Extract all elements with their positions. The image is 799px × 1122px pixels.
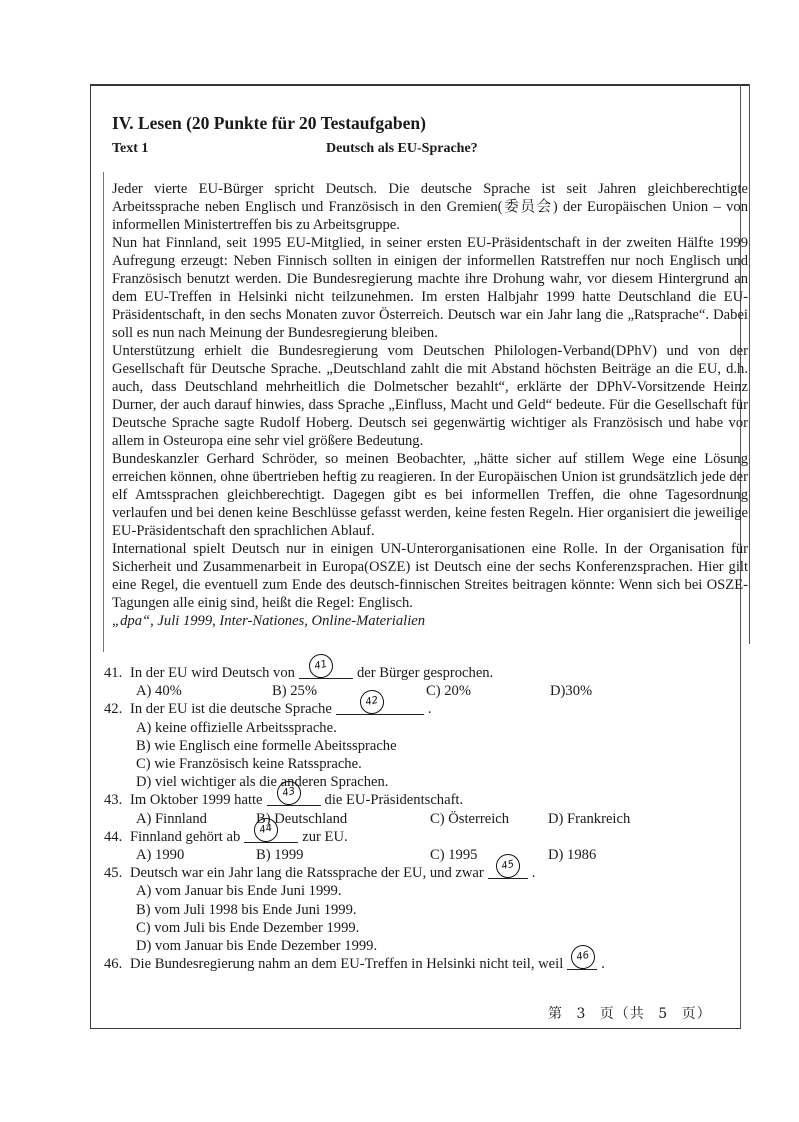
question-text-before: Die Bundesregierung nahm an dem EU-Treffen in Helsinki nicht teil, weil xyxy=(130,956,564,973)
question-text-after: . xyxy=(427,701,432,718)
question-text-before: Im Oktober 1999 hatte xyxy=(130,792,263,809)
option-d[interactable]: D) vom Januar bis Ende Dezember 1999. xyxy=(136,938,378,955)
option-b[interactable]: B) vom Juli 1998 bis Ende Juni 1999. xyxy=(136,901,357,918)
option-d[interactable]: D) 1986 xyxy=(548,847,597,864)
question-45 xyxy=(104,859,724,955)
question-text-after: zur EU. xyxy=(302,828,348,845)
option-c[interactable]: C) 20% xyxy=(426,683,471,700)
passage-paragraph: Jeder vierte EU-Bürger spricht Deutsch. Die deutsche Sprache ist seit Jahren gleichberechtigte Arbeitssprache neben Englisch und Französisch in den Gremien(委员会) der Europäischen Union – von informellen Ministertreffen bis zu Arbeitsgruppe. xyxy=(112,181,748,233)
question-number: 45. xyxy=(104,865,123,882)
circled-mark-icon: 44 xyxy=(252,816,280,844)
question-46 xyxy=(104,950,724,973)
page-number: 第 3 页（共 5 页） xyxy=(548,1006,712,1022)
passage-paragraph: Nun hat Finnland, seit 1995 EU-Mitglied, in seiner ersten EU-Präsidentschaft in der zweiten Hälfte 1999 Aufregung erzeugt: Neben Finnisch sollten in einigen der informellen Ratstreffen nur noch Englisch und Französisch benutzt werden. Die Bundesregierung machte ihre Drohung wahr, vor diesem Hintergrund an dem EU-Treffen in Helsinki nicht teilzunehmen. Im ersten Halbjahr 1999 hatte Deutschland die EU-Präsidentschaft, in den sechs Monaten zuvor Österreich. Deutsch war ein Jahr lang die „Ratsprache“. Dabei soll es nun nach Meinung der Bundesregierung bleiben. xyxy=(112,235,748,341)
circled-mark-icon: 42 xyxy=(358,688,386,716)
section-title: IV. Lesen (20 Punkte für 20 Testaufgaben) xyxy=(112,113,426,133)
option-c[interactable]: C) wie Französisch keine Ratssprache. xyxy=(136,756,362,773)
option-d[interactable]: D)30% xyxy=(550,683,593,700)
question-text-after: der Bürger gesprochen. xyxy=(356,665,494,681)
question-number: 41. xyxy=(104,665,123,681)
question-text-before: In der EU wird Deutsch von xyxy=(130,665,295,681)
circled-mark-icon: 43 xyxy=(274,779,302,807)
option-a[interactable]: A) Finnland xyxy=(136,810,207,827)
reading-section xyxy=(112,112,748,630)
question-text-before: Finnland gehört ab xyxy=(130,828,241,845)
option-c[interactable]: C) vom Juli bis Ende Dezember 1999. xyxy=(136,919,360,936)
question-text-after: die EU-Präsidentschaft. xyxy=(324,792,464,809)
question-text-after: . xyxy=(531,865,536,882)
passage-paragraph: Unterstützung erhielt die Bundesregierung vom Deutschen Philologen-Verband(DPhV) und von der Gesellschaft für Deutsche Sprache. „Deutschland zahlt die mit Abstand höchsten Beiträge an die EU, d.h. auch, dass Deutschland mehrheitlich die Dolmetscher bezahlt“, erklärte der DPhV-Vorsitzende Heinz Durner, der auch darauf hinwies, dass Sprache „Einfluss, Macht und Geld“ bedeute. Für die Gesellschaft für Deutsche Sprache sagte Rudolf Hoberg. Deutsch sei gegenwärtig wichtiger als Französisch und habe vor allem in Osteuropa eine sehr viel größere Bedeutung. xyxy=(112,343,748,449)
text-title: Deutsch als EU-Sprache? xyxy=(326,141,478,156)
circled-mark-icon: 45 xyxy=(494,852,522,880)
answer-blank[interactable] xyxy=(567,950,597,970)
option-a[interactable]: A) vom Januar bis Ende Juni 1999. xyxy=(136,883,342,900)
option-d[interactable]: D) viel wichtiger als die anderen Sprachen. xyxy=(136,774,389,791)
question-42 xyxy=(104,695,724,791)
option-c[interactable]: C) 1995 xyxy=(430,847,478,864)
option-a[interactable]: A) 40% xyxy=(136,683,182,700)
option-a[interactable]: A) 1990 xyxy=(136,847,185,864)
answer-blank[interactable] xyxy=(488,859,528,879)
answer-blank[interactable] xyxy=(299,658,353,679)
question-43 xyxy=(104,786,724,827)
passage-paragraph: International spielt Deutsch nur in einigen UN-Unterorganisationen eine Rolle. In der Organisation für Sicherheit und Zusammenarbeit in Europa(OSZE) ist Deutsch eine der sechs Konferenzsprachen. Hier gilt eine Regel, die eventuell zum Ende des deutsch-finnischen Streites beitragen könnte: Wenn sich bei OSZE-Tagungen alle einig sind, heißt die Regel: Englisch. xyxy=(112,541,748,611)
answer-blank[interactable] xyxy=(244,822,298,843)
question-number: 46. xyxy=(104,956,123,973)
answer-blank[interactable] xyxy=(336,695,424,715)
option-b[interactable]: B) 1999 xyxy=(256,847,304,864)
question-text-after: . xyxy=(601,956,605,973)
answer-blank[interactable] xyxy=(267,786,321,806)
option-d[interactable]: D) Frankreich xyxy=(548,810,631,827)
passage-paragraph: Bundeskanzler Gerhard Schröder, so meinen Beobachter, „hätte sicher auf stillem Wege eine Lösung erreichen können, ohne übertrieben heftig zu reagieren. In der Europäischen Union ist grundsätzlich jede der elf Amtssprachen gleichberechtigt. Dagegen gibt es bei informellen Treffen, die ohne Tagesordnung verlaufen und bei denen keine Beschlüsse gefasst werden, keine festen Regeln. Hier organisiert die jeweilige EU-Präsidentschaft den sprachlichen Ablauf. xyxy=(112,451,748,539)
text-label: Text 1 xyxy=(112,141,149,156)
question-list xyxy=(104,658,724,973)
text-header xyxy=(112,138,748,160)
option-c[interactable]: C) Österreich xyxy=(430,810,510,827)
circled-mark-icon: 46 xyxy=(569,943,597,971)
option-b[interactable]: B) wie Englisch eine formelle Abeitssprache xyxy=(136,737,397,754)
option-b[interactable]: B) Deutschland xyxy=(256,810,348,827)
question-number: 42. xyxy=(104,701,123,718)
option-a[interactable]: A) keine offizielle Arbeitssprache. xyxy=(136,719,337,736)
question-41 xyxy=(104,658,724,700)
inner-left-border xyxy=(103,172,104,652)
question-number: 44. xyxy=(104,828,123,845)
question-number: 43. xyxy=(104,792,123,809)
option-b[interactable]: B) 25% xyxy=(272,683,317,700)
right-border-upper xyxy=(749,84,750,644)
question-text-before: In der EU ist die deutsche Sprache xyxy=(130,701,332,718)
passage-source: „dpa“, Juli 1999, Inter-Nationes, Online-Materialien xyxy=(112,613,426,629)
question-44 xyxy=(104,822,724,864)
circled-mark-icon: 41 xyxy=(307,652,335,680)
question-text-before: Deutsch war ein Jahr lang die Ratssprache der EU, und zwar xyxy=(130,865,484,882)
reading-passage xyxy=(112,180,748,630)
